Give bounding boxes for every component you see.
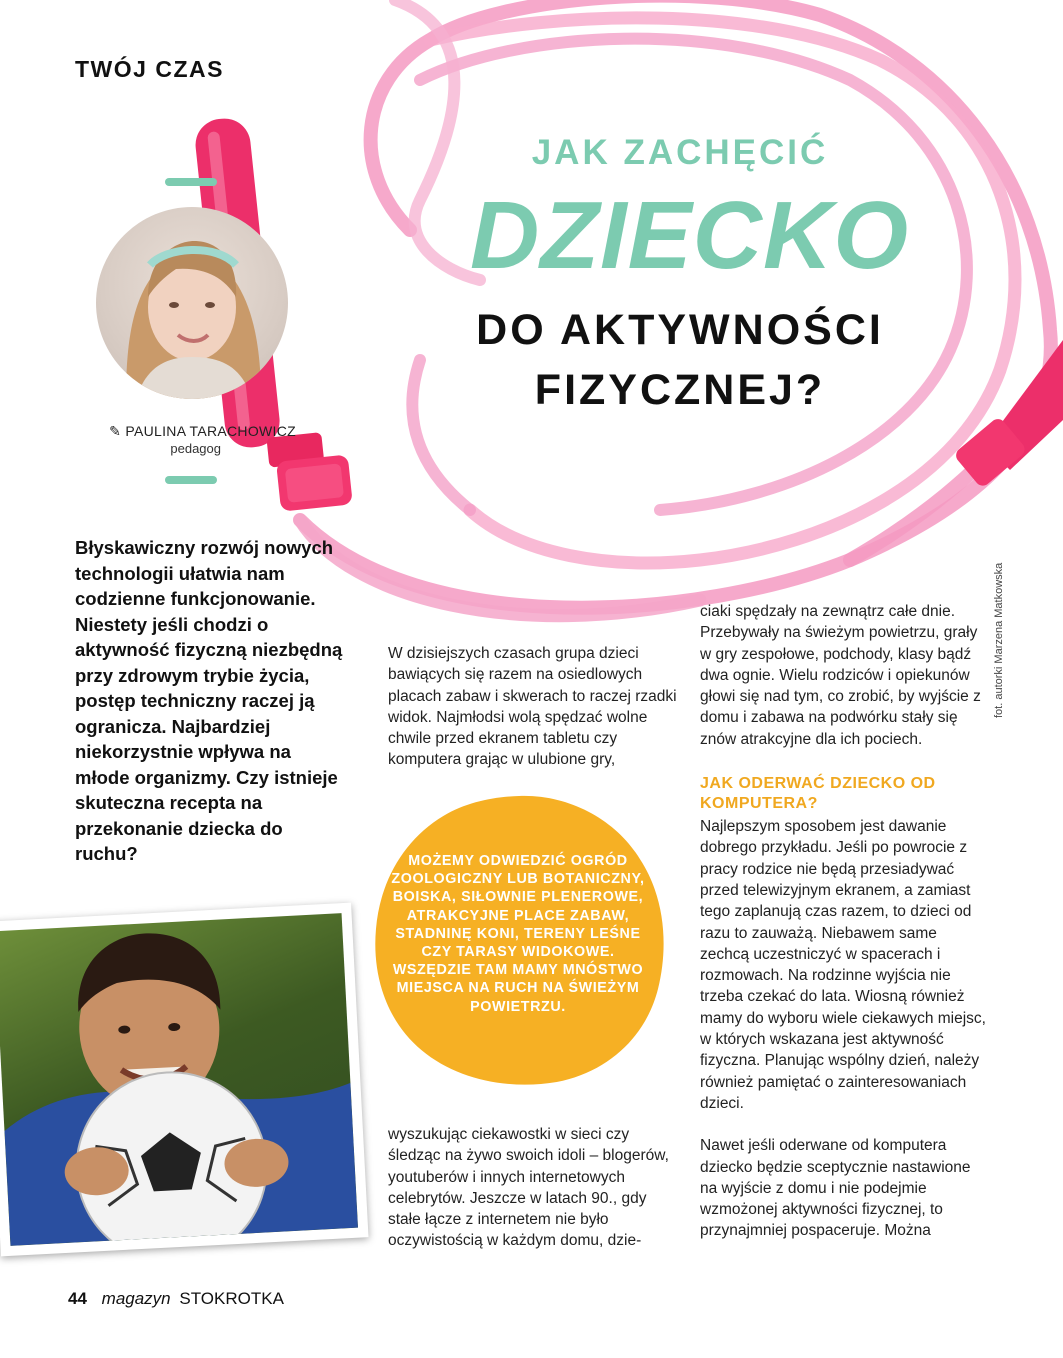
author-portrait: [96, 207, 288, 399]
subheading: JAK ODERWAĆ DZIECKO OD KOMPUTERA?: [700, 775, 936, 813]
magazine-prefix: magazyn: [101, 1289, 171, 1308]
page-footer: [68, 1289, 284, 1309]
right-paragraph-3: Nawet jeśli oderwane od komputera dziecko będzie sceptycznie nastawione na wyjście z domu i nie podejmie wzmożonej aktywności fizycznej, to przynajmniej pospaceruje. Można: [700, 1137, 971, 1240]
title-line-3: DO AKTYWNOŚCI: [476, 306, 884, 354]
author-role: pedagog: [170, 441, 221, 456]
rope-loop-2: [430, 18, 1015, 563]
photo-credit-text: fot. autorki Marzena Matkowska: [993, 562, 1005, 718]
divider-top: [165, 178, 217, 186]
title-line-1: JAK ZACHĘCIĆ: [531, 133, 829, 172]
author-name-text: PAULINA TARACHOWICZ: [125, 423, 296, 439]
title-line-2: DZIECKO: [470, 182, 909, 289]
author-name: [96, 423, 296, 440]
author-avatar: [96, 207, 288, 399]
lead-paragraph: Błyskawiczny rozwój nowych technologii ułatwia nam codzienne funkcjonowanie. Niestety jeśli chodzi o aktywność fizyczną niezbędną przy zdrowym trybie życia, postęp techniczny raczej ją ogranicza. Najbardziej niekorzystnie wpływa na młode organizmy. Czy istnieje skuteczna recepta na przekonanie dziecka do ruchu?: [75, 537, 343, 864]
body-text-middle-bottom: wyszukując ciekawostki w sieci czy śledząc na żywo swoich idoli – blogerów, youtuberów i innych internetowych celebrytów. Jeszcze w latach 90., gdy stałe łącze z internetem nie było oczywistością w każdym domu, dzie-: [388, 1126, 669, 1250]
right-paragraph-2: Najlepszym sposobem jest dawanie dobrego przykładu. Jeśli po powrocie z pracy rodzice nie będą przesiadywać przed telewizyjnym ekranem, a zamiast tego zaplanują czas razem, to dzieci od razu to zauważą. Niebawem same zechcą uczestniczyć w spacerach i rozmowach. Na rodzinne wyjścia nie trzeba czekać do lata. Wiosną również mamy do wyboru wiele ciekawych miejsc, w których wskazana jest aktywność fizyczna. Planując wspólny dzień, należy również pamiętać o zainteresowaniach dzieci.: [700, 818, 986, 1112]
title-line-4: FIZYCZNEJ?: [534, 366, 826, 414]
section-label: TWÓJ CZAS: [75, 56, 224, 82]
pencil-icon: ✎: [109, 423, 122, 439]
magazine-name: STOKROTKA: [179, 1289, 284, 1308]
divider-bottom: [165, 476, 217, 484]
callout-text: MOŻEMY ODWIEDZIĆ OGRÓD ZOOLOGICZNY LUB BOTANICZNY, BOISKA, SIŁOWNIE PLENEROWE, ATRAKCYJNE PLACE ZABAW, STADNINĘ KONI, TERENY LEŚNE CZY TARASY WIDOKOWE. WSZĘDZIE TAM MAMY MNÓSTWO MIEJSCA NA RUCH NA ŚWIEŻYM POWIETRZU.: [391, 853, 645, 1015]
right-paragraph-1: ciaki spędzały na zewnątrz całe dnie. Przebywały na świeżym powietrzu, grały w gry zespołowe, podchody, klasy bądź dwa ognie. Wielu rodziców i opiekunów głowi się nad tym, co zrobić, by wyjście z domu i zabawa na podwórku stały się znów atrakcyjne dla ich pociech.: [700, 603, 981, 748]
page-number: 44: [68, 1289, 87, 1308]
body-text-right-column: [700, 601, 990, 1242]
boy-photo-image: [0, 913, 358, 1246]
photo-credit: [990, 538, 1010, 718]
body-text-middle-top: W dzisiejszych czasach grupa dzieci bawiących się razem na osiedlowych placach zabaw i skwerach to raczej rzadki widok. Najmłodsi wolą spędzać wolne chwile przed ekranem tabletu czy komputera grając w ulubione gry,: [388, 645, 677, 769]
boy-with-ball-photo: [0, 903, 369, 1257]
